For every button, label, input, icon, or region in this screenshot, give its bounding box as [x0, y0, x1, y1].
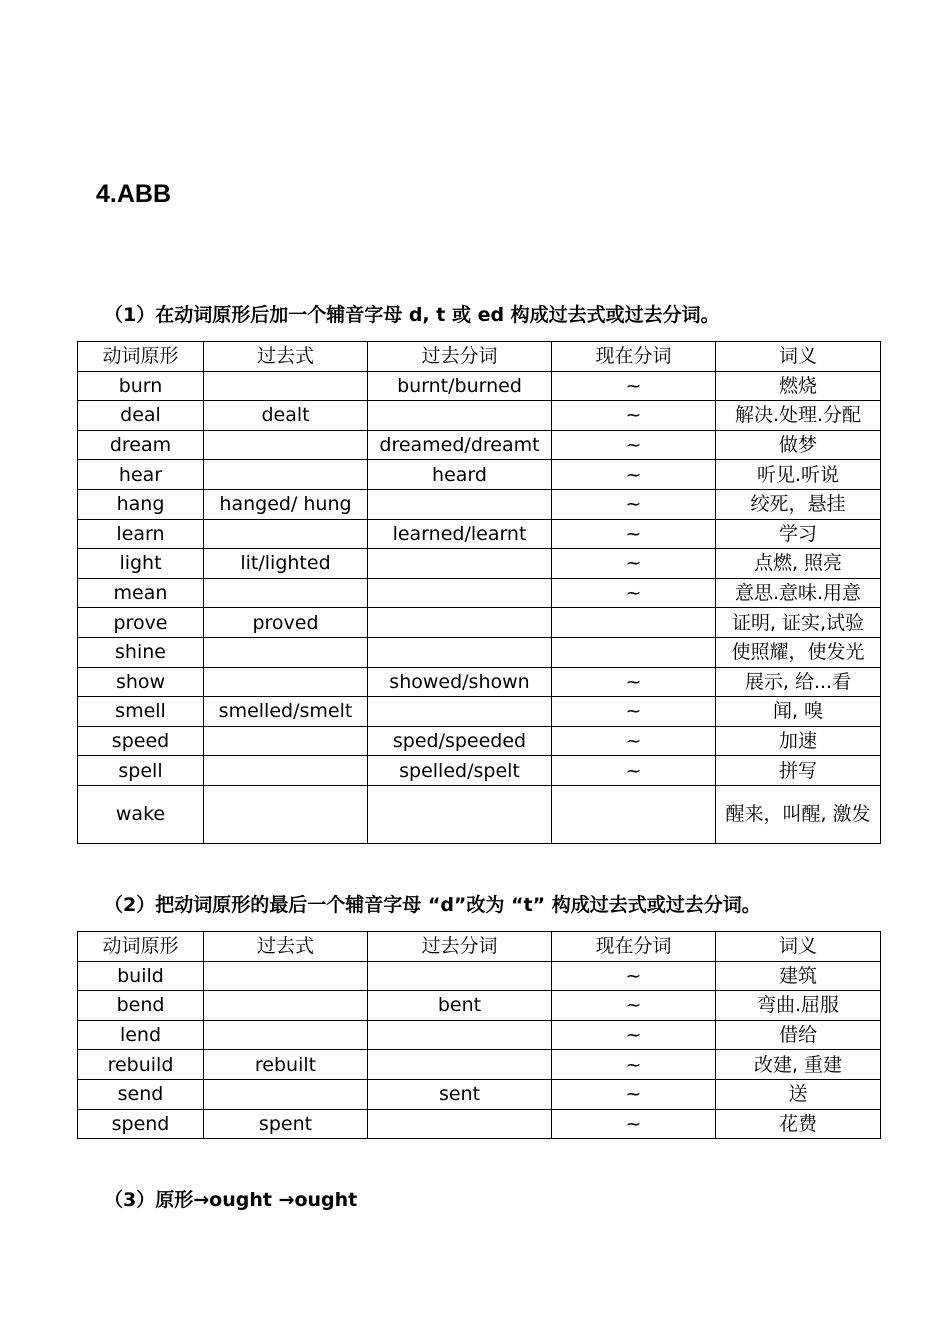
section3-title: （3）原形→ought →ought [104, 1189, 358, 1211]
table-row [78, 1109, 881, 1139]
cell-past-participle [368, 1050, 552, 1080]
table-row [78, 430, 881, 460]
cell-present-participle: ~ [552, 430, 716, 460]
cell-past-tense: rebuilt [204, 1050, 368, 1080]
col-header-present-participle: 现在分词 [552, 342, 716, 372]
cell-past-tense: lit/lighted [204, 549, 368, 579]
cell-past-participle: burnt/burned [368, 371, 552, 401]
table-row [78, 1079, 881, 1109]
cell-present-participle: ~ [552, 578, 716, 608]
cell-meaning: 意思.意味.用意 [716, 578, 881, 608]
cell-past-participle: sped/speeded [368, 726, 552, 756]
cell-meaning: 送 [716, 1079, 881, 1109]
cell-past-tense: dealt [204, 401, 368, 431]
col-header-base-form: 动词原形 [78, 932, 204, 962]
table-row [78, 549, 881, 579]
cell-meaning: 花费 [716, 1109, 881, 1139]
cell-past-participle [368, 401, 552, 431]
cell-base-form: spend [78, 1109, 204, 1139]
cell-base-form: burn [78, 371, 204, 401]
col-header-meaning: 词义 [716, 342, 881, 372]
cell-past-tense [204, 460, 368, 490]
cell-present-participle: ~ [552, 1050, 716, 1080]
cell-past-participle: sent [368, 1079, 552, 1109]
cell-present-participle [552, 785, 716, 843]
cell-base-form: wake [78, 785, 204, 843]
table-row [78, 991, 881, 1021]
cell-meaning: 听见.听说 [716, 460, 881, 490]
cell-present-participle: ~ [552, 401, 716, 431]
col-header-past-participle: 过去分词 [368, 342, 552, 372]
table-row [78, 519, 881, 549]
cell-past-tense [204, 1020, 368, 1050]
col-header-base-form: 动词原形 [78, 342, 204, 372]
cell-past-tense [204, 667, 368, 697]
cell-base-form: hang [78, 489, 204, 519]
cell-present-participle [552, 608, 716, 638]
cell-past-participle [368, 637, 552, 667]
cell-meaning: 加速 [716, 726, 881, 756]
cell-past-participle [368, 961, 552, 991]
section1-title: （1）在动词原形后加一个辅音字母 d, t 或 ed 构成过去式或过去分词。 [104, 304, 720, 326]
cell-base-form: bend [78, 991, 204, 1021]
cell-base-form: rebuild [78, 1050, 204, 1080]
cell-past-participle [368, 578, 552, 608]
cell-past-tense [204, 371, 368, 401]
cell-base-form: light [78, 549, 204, 579]
cell-base-form: dream [78, 430, 204, 460]
table-row [78, 401, 881, 431]
cell-present-participle: ~ [552, 519, 716, 549]
page-heading: 4.ABB [96, 180, 172, 208]
cell-past-participle: spelled/spelt [368, 756, 552, 786]
cell-base-form: lend [78, 1020, 204, 1050]
cell-present-participle: ~ [552, 489, 716, 519]
cell-present-participle: ~ [552, 667, 716, 697]
section2-title: （2）把动词原形的最后一个辅音字母 “d”改为 “t” 构成过去式或过去分词。 [104, 894, 761, 916]
cell-meaning: 醒来，叫醒, 激发 [716, 785, 881, 843]
cell-present-participle: ~ [552, 726, 716, 756]
cell-past-participle: learned/learnt [368, 519, 552, 549]
cell-meaning: 点燃, 照亮 [716, 549, 881, 579]
cell-past-tense [204, 430, 368, 460]
cell-past-tense [204, 991, 368, 1021]
cell-past-tense [204, 578, 368, 608]
table-row [78, 785, 881, 843]
col-header-meaning: 词义 [716, 932, 881, 962]
table-row [78, 756, 881, 786]
cell-present-participle [552, 637, 716, 667]
cell-past-participle [368, 697, 552, 727]
cell-present-participle: ~ [552, 991, 716, 1021]
table-row [78, 371, 881, 401]
table-row [78, 667, 881, 697]
cell-past-tense: hanged/ hung [204, 489, 368, 519]
cell-past-participle [368, 549, 552, 579]
cell-meaning: 拼写 [716, 756, 881, 786]
cell-past-tense [204, 637, 368, 667]
cell-past-tense [204, 726, 368, 756]
cell-present-participle: ~ [552, 1020, 716, 1050]
cell-meaning: 使照耀，使发光 [716, 637, 881, 667]
cell-meaning: 建筑 [716, 961, 881, 991]
cell-base-form: speed [78, 726, 204, 756]
cell-meaning: 绞死，悬挂 [716, 489, 881, 519]
table-row [78, 961, 881, 991]
cell-base-form: hear [78, 460, 204, 490]
col-header-past-tense: 过去式 [204, 932, 368, 962]
table-row [78, 1050, 881, 1080]
cell-meaning: 燃烧 [716, 371, 881, 401]
cell-present-participle: ~ [552, 756, 716, 786]
cell-base-form: prove [78, 608, 204, 638]
cell-base-form: shine [78, 637, 204, 667]
cell-past-tense [204, 1079, 368, 1109]
table-row [78, 637, 881, 667]
cell-past-tense: proved [204, 608, 368, 638]
table-header-row [78, 932, 881, 962]
cell-base-form: mean [78, 578, 204, 608]
cell-present-participle: ~ [552, 1109, 716, 1139]
table-row [78, 608, 881, 638]
cell-past-participle: heard [368, 460, 552, 490]
cell-past-tense [204, 519, 368, 549]
table-row [78, 697, 881, 727]
table-row [78, 489, 881, 519]
cell-present-participle: ~ [552, 549, 716, 579]
cell-present-participle: ~ [552, 1079, 716, 1109]
cell-meaning: 借给 [716, 1020, 881, 1050]
cell-past-participle [368, 608, 552, 638]
cell-present-participle: ~ [552, 460, 716, 490]
cell-meaning: 解决.处理.分配 [716, 401, 881, 431]
col-header-past-tense: 过去式 [204, 342, 368, 372]
cell-past-tense [204, 961, 368, 991]
cell-meaning: 闻, 嗅 [716, 697, 881, 727]
cell-past-tense: spent [204, 1109, 368, 1139]
table-row [78, 578, 881, 608]
cell-base-form: send [78, 1079, 204, 1109]
table-header-row [78, 342, 881, 372]
table-row [78, 1020, 881, 1050]
cell-past-participle: bent [368, 991, 552, 1021]
table-row [78, 460, 881, 490]
col-header-present-participle: 现在分词 [552, 932, 716, 962]
cell-present-participle: ~ [552, 697, 716, 727]
cell-meaning: 改建, 重建 [716, 1050, 881, 1080]
cell-past-participle: showed/shown [368, 667, 552, 697]
cell-base-form: learn [78, 519, 204, 549]
cell-meaning: 做梦 [716, 430, 881, 460]
section1-verb-table [77, 341, 881, 844]
cell-past-tense [204, 785, 368, 843]
col-header-past-participle: 过去分词 [368, 932, 552, 962]
cell-past-tense: smelled/smelt [204, 697, 368, 727]
cell-present-participle: ~ [552, 371, 716, 401]
cell-past-participle [368, 1109, 552, 1139]
cell-meaning: 学习 [716, 519, 881, 549]
cell-past-participle [368, 785, 552, 843]
cell-meaning: 弯曲.屈服 [716, 991, 881, 1021]
cell-meaning: 证明, 证实,试验 [716, 608, 881, 638]
cell-past-tense [204, 756, 368, 786]
cell-past-participle [368, 489, 552, 519]
cell-base-form: spell [78, 756, 204, 786]
cell-base-form: smell [78, 697, 204, 727]
cell-base-form: deal [78, 401, 204, 431]
cell-past-participle [368, 1020, 552, 1050]
cell-meaning: 展示, 给...看 [716, 667, 881, 697]
cell-base-form: show [78, 667, 204, 697]
cell-present-participle: ~ [552, 961, 716, 991]
section2-verb-table [77, 931, 881, 1139]
table-row [78, 726, 881, 756]
cell-base-form: build [78, 961, 204, 991]
cell-past-participle: dreamed/dreamt [368, 430, 552, 460]
